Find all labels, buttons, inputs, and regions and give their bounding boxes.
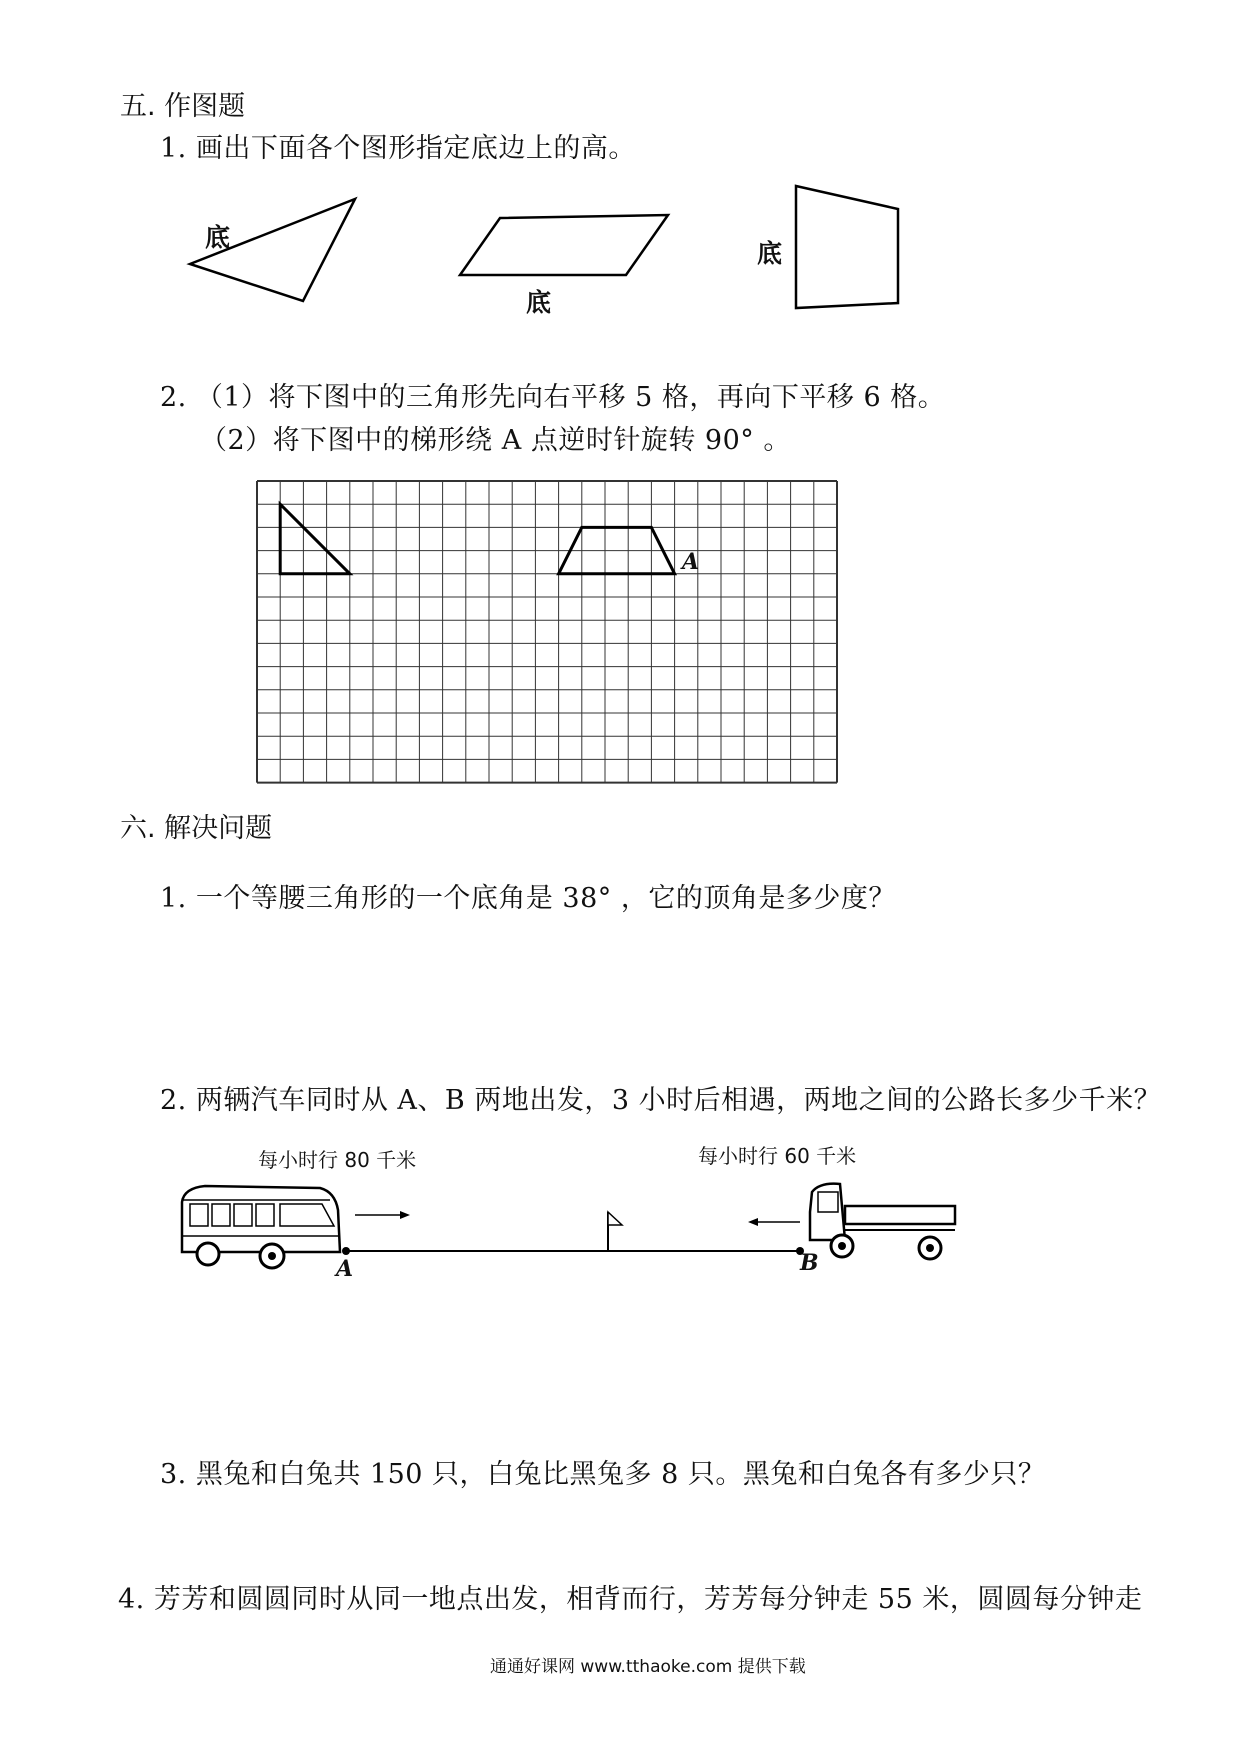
bus-icon [182, 1186, 340, 1268]
page-footer: 通通好课网 www.tthaoke.com 提供下载 [490, 1657, 806, 1677]
truck-icon [810, 1184, 955, 1259]
grid-figure [255, 479, 855, 789]
section6-heading: 六. 解决问题 [120, 813, 273, 844]
parallelogram-base-label: 底 [526, 288, 552, 317]
left-arrow-icon [748, 1218, 800, 1226]
grid-point-a-label: A [682, 549, 700, 575]
grid-triangle [280, 504, 350, 574]
triangle-base-label: 底 [205, 223, 231, 252]
road-point-a-label: A [336, 1256, 354, 1282]
section5-heading: 五. 作图题 [120, 91, 246, 122]
shapes-figure [0, 180, 1240, 510]
section5-question2-part1: 2. （1）将下图中的三角形先向右平移 5 格，再向下平移 6 格。 [160, 382, 946, 413]
right-arrow-icon [355, 1211, 410, 1219]
point-a-dot [342, 1247, 350, 1255]
road-point-b-label: B [800, 1250, 819, 1276]
section5-question2-part2: （2）将下图中的梯形绕 A 点逆时针旋转 90° 。 [200, 425, 791, 456]
parallelogram-shape [460, 215, 668, 275]
bus-speed-label: 每小时行 80 千米 [258, 1148, 417, 1172]
section6-question2: 2. 两辆汽车同时从 A、B 两地出发，3 小时后相遇，两地之间的公路长多少千米？ [160, 1085, 1162, 1116]
section6-question1: 1. 一个等腰三角形的一个底角是 38° ，它的顶角是多少度？ [160, 883, 896, 914]
meeting-diagram [0, 1170, 1240, 1310]
section6-question3: 3. 黑兔和白兔共 150 只，白兔比黑兔多 8 只。黑兔和白兔各有多少只？ [160, 1459, 1046, 1490]
trapezoid-base-label: 底 [757, 239, 783, 268]
section6-question4: 4. 芳芳和圆圆同时从同一地点出发，相背而行，芳芳每分钟走 55 米，圆圆每分钟走 [118, 1584, 1143, 1615]
truck-speed-label: 每小时行 60 千米 [698, 1144, 857, 1168]
section5-question1: 1. 画出下面各个图形指定底边上的高。 [160, 133, 636, 164]
trapezoid-shape [796, 186, 898, 308]
flag-icon [608, 1212, 622, 1250]
